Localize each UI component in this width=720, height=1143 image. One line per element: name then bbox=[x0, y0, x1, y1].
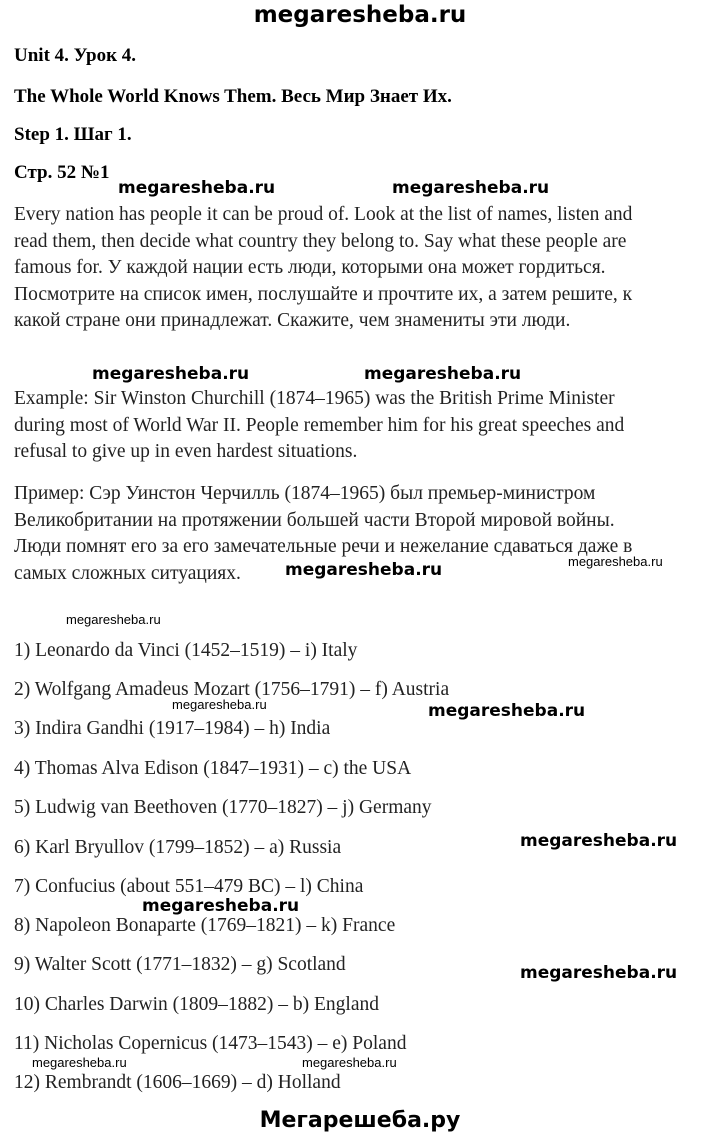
watermark: megaresheba.ru bbox=[285, 560, 443, 580]
answer-item: 6) Karl Bryullov (1799–1852) – a) Russia bbox=[14, 837, 342, 858]
watermark-small: megaresheba.ru bbox=[172, 697, 267, 712]
site-header: megaresheba.ru bbox=[253, 2, 467, 28]
task-paragraph bbox=[14, 202, 714, 335]
watermark-small: megaresheba.ru bbox=[302, 1055, 397, 1070]
answer-item: 12) Rembrandt (1606–1669) – d) Holland bbox=[14, 1072, 341, 1093]
answer-item: 8) Napoleon Bonaparte (1769–1821) – k) France bbox=[14, 915, 396, 936]
watermark: megaresheba.ru bbox=[520, 831, 678, 851]
example-ru-line: Великобритании на протяжении большей части Второй мировой войны. bbox=[14, 509, 615, 531]
watermark-small: megaresheba.ru bbox=[66, 612, 161, 627]
answer-item: 11) Nicholas Copernicus (1473–1543) – e) Poland bbox=[14, 1033, 407, 1054]
watermark: megaresheba.ru bbox=[428, 701, 586, 721]
answer-item: 5) Ludwig van Beethoven (1770–1827) – j) Germany bbox=[14, 797, 432, 818]
watermark: megaresheba.ru bbox=[364, 364, 522, 384]
task-line: Посмотрите на список имен, послушайте и прочтите их, а затем решите, к bbox=[14, 283, 633, 305]
example-ru-line: Пример: Сэр Уинстон Черчилль (1874–1965) был премьер-министром bbox=[14, 483, 596, 504]
watermark: megaresheba.ru bbox=[118, 178, 276, 198]
watermark: megaresheba.ru bbox=[392, 178, 550, 198]
answer-item: 1) Leonardo da Vinci (1452–1519) – i) Italy bbox=[14, 640, 358, 661]
watermark: megaresheba.ru bbox=[92, 364, 250, 384]
watermark-small: megaresheba.ru bbox=[32, 1055, 127, 1070]
watermark: megaresheba.ru bbox=[142, 896, 300, 916]
answer-item: 10) Charles Darwin (1809–1882) – b) England bbox=[14, 994, 380, 1015]
unit-heading: Unit 4. Урок 4. bbox=[14, 45, 137, 66]
answer-item: 7) Confucius (about 551–479 BC) – l) China bbox=[14, 876, 364, 897]
task-line: famous for. У каждой нации есть люди, которыми она может гордиться. bbox=[14, 257, 606, 278]
page-heading: Стр. 52 №1 bbox=[14, 162, 110, 183]
task-line: read them, then decide what country they belong to. Say what these people are bbox=[14, 230, 627, 252]
example-paragraph bbox=[14, 386, 714, 466]
site-footer: Мегарешеба.ру bbox=[259, 1108, 461, 1133]
step-heading: Step 1. Шаг 1. bbox=[14, 124, 132, 145]
example-ru-line: Люди помнят его за его замечательные речи и нежелание сдаваться даже в bbox=[14, 536, 633, 557]
example-ru-line: самых сложных ситуациях. bbox=[14, 562, 241, 584]
topic-heading: The Whole World Knows Them. Весь Мир Знает Их. bbox=[14, 86, 452, 107]
watermark: megaresheba.ru bbox=[520, 963, 678, 983]
answer-item: 4) Thomas Alva Edison (1847–1931) – c) the USA bbox=[14, 758, 412, 779]
task-line: Every nation has people it can be proud of. Look at the list of names, listen and bbox=[14, 204, 633, 225]
answer-item: 2) Wolfgang Amadeus Mozart (1756–1791) – f) Austria bbox=[14, 679, 450, 700]
task-line: какой стране они принадлежат. Скажите, чем знамениты эти люди. bbox=[14, 310, 571, 331]
example-line: refusal to give up in even hardest situations. bbox=[14, 441, 358, 462]
answer-item: 3) Indira Gandhi (1917–1984) – h) India bbox=[14, 718, 331, 739]
answer-item: 9) Walter Scott (1771–1832) – g) Scotland bbox=[14, 954, 346, 975]
example-line: Example: Sir Winston Churchill (1874–1965) was the British Prime Minister bbox=[14, 388, 615, 409]
watermark-small: megaresheba.ru bbox=[568, 554, 663, 569]
example-line: during most of World War II. People remember him for his great speeches and bbox=[14, 414, 625, 436]
